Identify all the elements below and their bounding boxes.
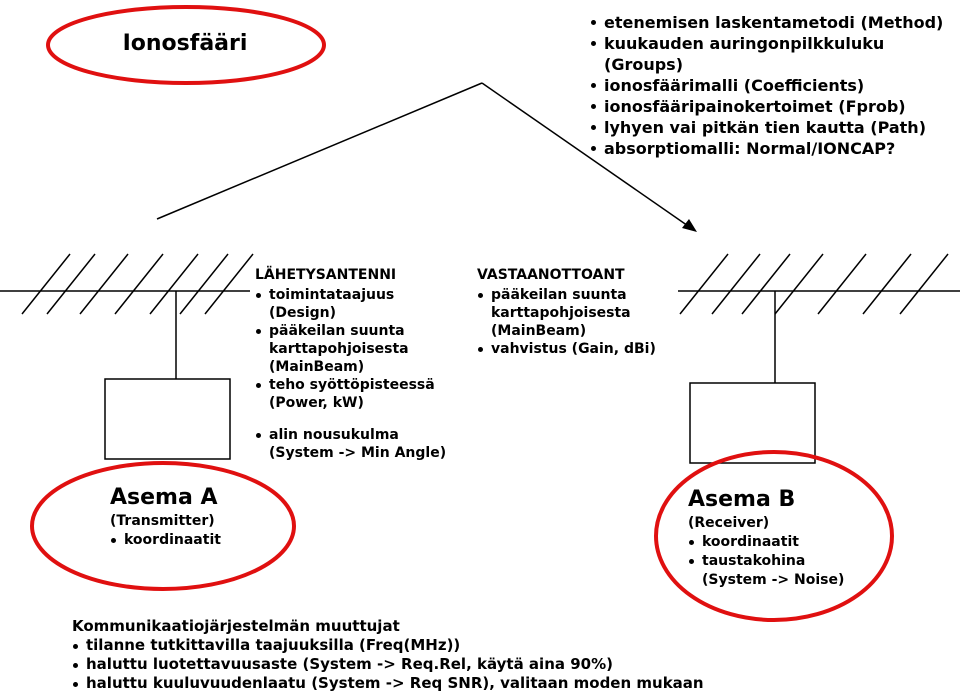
ionosphere-title: Ionosfääri — [122, 31, 248, 56]
transmit-antenna-title: LÄHETYSANTENNI — [255, 267, 397, 283]
item-line: alin nousukulma — [269, 427, 399, 443]
list-item: ionosfääripainokertoimet (Fprob) — [590, 96, 960, 117]
list-item: taustakohina — [688, 552, 844, 571]
station-b-info — [688, 486, 844, 590]
station-b-name: Asema B — [688, 487, 796, 512]
transmit-antenna-icon — [0, 254, 253, 459]
list-item: haluttu kuuluvuudenlaatu (System -> Req SNR), valitaan moden mukaan — [72, 674, 704, 693]
list-item: koordinaatit — [110, 531, 221, 550]
list-item — [255, 286, 435, 322]
station-b-list — [688, 533, 844, 571]
transmit-antenna-extra — [255, 426, 446, 462]
station-b-note: (System -> Noise) — [702, 572, 845, 588]
communication-variables — [72, 617, 704, 693]
item-line: karttapohjoisesta — [491, 305, 631, 321]
station-a-list — [110, 531, 221, 550]
list-item — [255, 426, 446, 462]
list-item: kuukauden auringonpilkkuluku (Groups) — [590, 33, 960, 75]
item-line: (System -> Min Angle) — [269, 445, 447, 461]
item-line: (Power, kW) — [269, 395, 364, 411]
item-line: (Design) — [269, 305, 337, 321]
ionosphere-params-list — [590, 12, 960, 159]
arrowhead — [682, 219, 697, 232]
item-line: (MainBeam) — [269, 359, 365, 375]
receive-antenna-icon — [678, 254, 960, 463]
list-item: lyhyen vai pitkän tien kautta (Path) — [590, 117, 960, 138]
list-item — [255, 322, 435, 376]
list-item: koordinaatit — [688, 533, 844, 552]
list-item — [477, 340, 656, 358]
transmit-antenna-info — [255, 266, 435, 412]
item-line: pääkeilan suunta — [269, 323, 405, 339]
list-item: haluttu luotettavuusaste (System -> Req.Rel, käytä aina 90%) — [72, 655, 704, 674]
list-item: tilanne tutkittavilla taajuuksilla (Freq(MHz)) — [72, 636, 704, 655]
item-line: toimintataajuus — [269, 287, 395, 303]
station-a-info — [110, 484, 221, 550]
station-a-role: (Transmitter) — [110, 513, 215, 529]
item-line: vahvistus (Gain, dBi) — [491, 341, 656, 357]
station-b-role: (Receiver) — [688, 515, 770, 531]
station-a-name: Asema A — [110, 485, 218, 510]
list-item: etenemisen laskentametodi (Method) — [590, 12, 960, 33]
item-line: teho syöttöpisteessä — [269, 377, 435, 393]
item-line: karttapohjoisesta — [269, 341, 409, 357]
list-item — [477, 286, 656, 340]
list-item: ionosfäärimalli (Coefficients) — [590, 75, 960, 96]
receive-antenna-list — [477, 286, 656, 358]
communication-list — [72, 636, 704, 693]
receive-antenna-title: VASTAANOTTOANT — [477, 267, 625, 283]
item-line: pääkeilan suunta — [491, 287, 627, 303]
list-item: absorptiomalli: Normal/IONCAP? — [590, 138, 960, 159]
receive-antenna-info — [477, 266, 656, 358]
item-line: (MainBeam) — [491, 323, 587, 339]
communication-title: Kommunikaatiojärjestelmän muuttujat — [72, 617, 400, 635]
list-item — [255, 376, 435, 412]
transmit-antenna-list — [255, 286, 435, 412]
